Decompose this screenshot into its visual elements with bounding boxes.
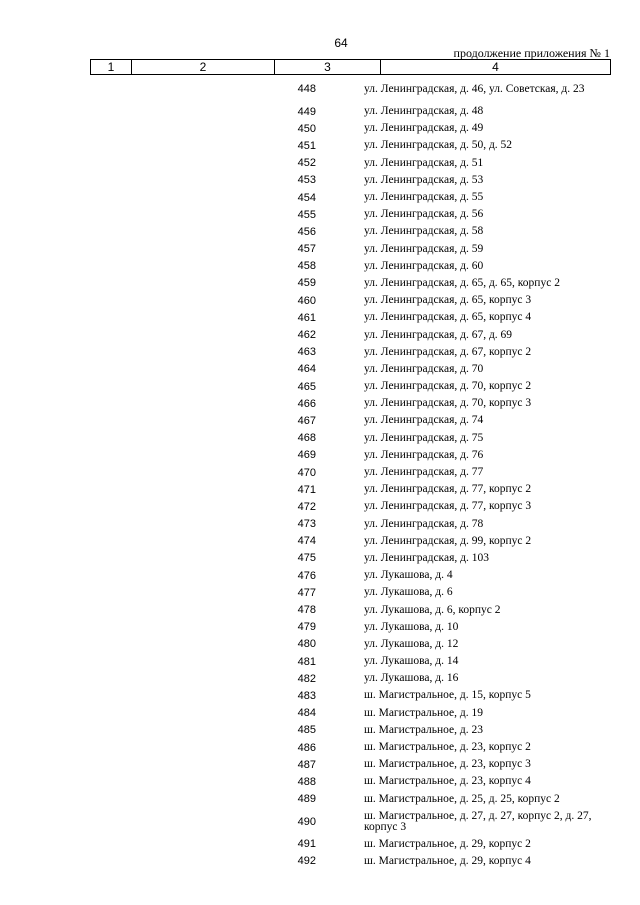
row-number: 468 [297, 432, 316, 445]
row-address: ул. Ленинградская, д. 58 [364, 225, 484, 238]
row-number: 471 [297, 483, 316, 496]
row-address: ул. Лукашова, д. 6 [364, 586, 453, 599]
table-row [0, 773, 640, 790]
table-row [0, 447, 640, 464]
table-row [0, 756, 640, 773]
table-row [0, 836, 640, 853]
row-number: 486 [297, 741, 316, 754]
table-row [0, 808, 640, 836]
table-row [0, 619, 640, 636]
row-address: ул. Ленинградская, д. 70, корпус 2 [364, 380, 532, 393]
row-address: ул. Ленинградская, д. 67, корпус 2 [364, 345, 532, 358]
row-number: 453 [297, 174, 316, 187]
table-row [0, 567, 640, 584]
row-address: ул. Ленинградская, д. 50, д. 52 [364, 139, 513, 152]
table-row [0, 206, 640, 223]
row-number: 489 [297, 793, 316, 806]
row-address: ул. Ленинградская, д. 51 [364, 156, 484, 169]
table-row [0, 344, 640, 361]
row-address: ул. Ленинградская, д. 65, корпус 4 [364, 311, 532, 324]
table-row [0, 722, 640, 739]
table-row [0, 326, 640, 343]
row-address: ш. Магистральное, д. 29, корпус 4 [364, 854, 531, 867]
table-row [0, 670, 640, 687]
row-number: 490 [297, 815, 316, 828]
row-address: ш. Магистральное, д. 27, д. 27, корпус 2, д. 27, корпус 3 [364, 809, 592, 833]
table-row [0, 533, 640, 550]
row-number: 461 [297, 311, 316, 324]
row-number: 450 [297, 122, 316, 135]
table-row [0, 309, 640, 326]
header-col-3: 3 [275, 60, 381, 74]
header-col-2: 2 [132, 60, 275, 74]
row-number: 452 [297, 157, 316, 170]
row-address: ш. Магистральное, д. 23, корпус 3 [364, 758, 531, 771]
continuation-note: продолжение приложения № 1 [453, 46, 610, 60]
table-row [0, 172, 640, 189]
row-number: 470 [297, 466, 316, 479]
row-number: 455 [297, 208, 316, 221]
row-number: 465 [297, 380, 316, 393]
row-number: 482 [297, 672, 316, 685]
row-number: 472 [297, 500, 316, 513]
row-number: 475 [297, 552, 316, 565]
row-address: ул. Лукашова, д. 16 [364, 672, 459, 685]
table-row [0, 361, 640, 378]
row-number: 463 [297, 346, 316, 359]
table-row [0, 378, 640, 395]
row-number: 456 [297, 225, 316, 238]
table-row [0, 550, 640, 567]
row-number: 469 [297, 449, 316, 462]
table-row [0, 120, 640, 137]
row-address: ул. Лукашова, д. 12 [364, 637, 459, 650]
row-address: ул. Ленинградская, д. 70 [364, 362, 484, 375]
row-address: ул. Ленинградская, д. 74 [364, 414, 484, 427]
row-address: ул. Ленинградская, д. 75 [364, 431, 484, 444]
row-number: 478 [297, 604, 316, 617]
address-table-body [0, 75, 640, 870]
row-number: 492 [297, 855, 316, 868]
row-number: 458 [297, 260, 316, 273]
row-address: ул. Ленинградская, д. 46, ул. Советская, д. 23 [364, 82, 585, 95]
row-address: ул. Ленинградская, д. 60 [364, 259, 484, 272]
row-address: ул. Ленинградская, д. 77, корпус 2 [364, 483, 532, 496]
table-row [0, 395, 640, 412]
table-row [0, 430, 640, 447]
table-row [0, 791, 640, 808]
row-number: 484 [297, 707, 316, 720]
table-row [0, 498, 640, 515]
row-address: ш. Магистральное, д. 25, д. 25, корпус 2 [364, 792, 560, 805]
row-address: ул. Ленинградская, д. 56 [364, 208, 484, 221]
row-address: ул. Ленинградская, д. 53 [364, 173, 484, 186]
row-address: ш. Магистральное, д. 15, корпус 5 [364, 689, 531, 702]
row-address: ул. Ленинградская, д. 99, корпус 2 [364, 534, 532, 547]
table-row [0, 412, 640, 429]
table-row [0, 653, 640, 670]
table-row [0, 516, 640, 533]
row-number: 473 [297, 518, 316, 531]
table-row [0, 636, 640, 653]
row-address: ул. Ленинградская, д. 65, д. 65, корпус 2 [364, 276, 560, 289]
row-number: 460 [297, 294, 316, 307]
row-address: ул. Ленинградская, д. 48 [364, 105, 484, 118]
row-number: 481 [297, 655, 316, 668]
table-header [90, 59, 611, 75]
row-address: ш. Магистральное, д. 23, корпус 4 [364, 775, 531, 788]
row-number: 462 [297, 329, 316, 342]
row-number: 474 [297, 535, 316, 548]
row-number: 451 [297, 139, 316, 152]
row-address: ул. Ленинградская, д. 67, д. 69 [364, 328, 513, 341]
row-address: ш. Магистральное, д. 23, корпус 2 [364, 741, 531, 754]
row-number: 488 [297, 775, 316, 788]
row-address: ул. Ленинградская, д. 59 [364, 242, 484, 255]
table-row [0, 223, 640, 240]
row-number: 448 [297, 83, 316, 95]
header-col-4: 4 [492, 60, 499, 74]
table-row [0, 481, 640, 498]
row-number: 459 [297, 277, 316, 290]
table-row [0, 739, 640, 756]
row-address: ул. Ленинградская, д. 77 [364, 466, 484, 479]
row-address: ул. Лукашова, д. 14 [364, 655, 459, 668]
row-number: 466 [297, 397, 316, 410]
row-number: 467 [297, 414, 316, 427]
row-address: ул. Ленинградская, д. 49 [364, 122, 484, 135]
row-number: 464 [297, 363, 316, 376]
row-address: ул. Ленинградская, д. 55 [364, 191, 484, 204]
row-address: ул. Ленинградская, д. 70, корпус 3 [364, 397, 532, 410]
row-number: 477 [297, 586, 316, 599]
table-row [0, 137, 640, 154]
row-address: ул. Лукашова, д. 6, корпус 2 [364, 603, 501, 616]
row-address: ул. Ленинградская, д. 103 [364, 551, 489, 564]
row-address: ул. Ленинградская, д. 65, корпус 3 [364, 294, 532, 307]
row-number: 449 [297, 105, 316, 118]
row-number: 487 [297, 758, 316, 771]
table-row [0, 687, 640, 704]
row-number: 485 [297, 724, 316, 737]
table-row [0, 292, 640, 309]
row-number: 454 [297, 191, 316, 204]
row-number: 476 [297, 569, 316, 582]
row-number: 483 [297, 689, 316, 702]
table-row [0, 853, 640, 870]
row-number: 479 [297, 621, 316, 634]
row-address: ш. Магистральное, д. 29, корпус 2 [364, 837, 531, 850]
table-row [0, 155, 640, 172]
header-col-1: 1 [91, 60, 132, 74]
table-row [0, 189, 640, 206]
row-address: ш. Магистральное, д. 23 [364, 723, 484, 736]
table-row [0, 464, 640, 481]
row-number: 491 [297, 838, 316, 851]
row-number: 457 [297, 243, 316, 256]
row-address: ул. Лукашова, д. 4 [364, 569, 453, 582]
table-row [0, 601, 640, 618]
table-row [0, 75, 640, 103]
table-row [0, 103, 640, 120]
table-row [0, 241, 640, 258]
row-address: ш. Магистральное, д. 19 [364, 706, 484, 719]
table-row [0, 584, 640, 601]
row-address: ул. Ленинградская, д. 78 [364, 517, 484, 530]
table-row [0, 258, 640, 275]
page-number: 64 [334, 36, 348, 50]
row-number: 480 [297, 638, 316, 651]
row-address: ул. Ленинградская, д. 76 [364, 448, 484, 461]
table-row [0, 705, 640, 722]
row-address: ул. Лукашова, д. 10 [364, 620, 459, 633]
row-address: ул. Ленинградская, д. 77, корпус 3 [364, 500, 532, 513]
table-row [0, 275, 640, 292]
